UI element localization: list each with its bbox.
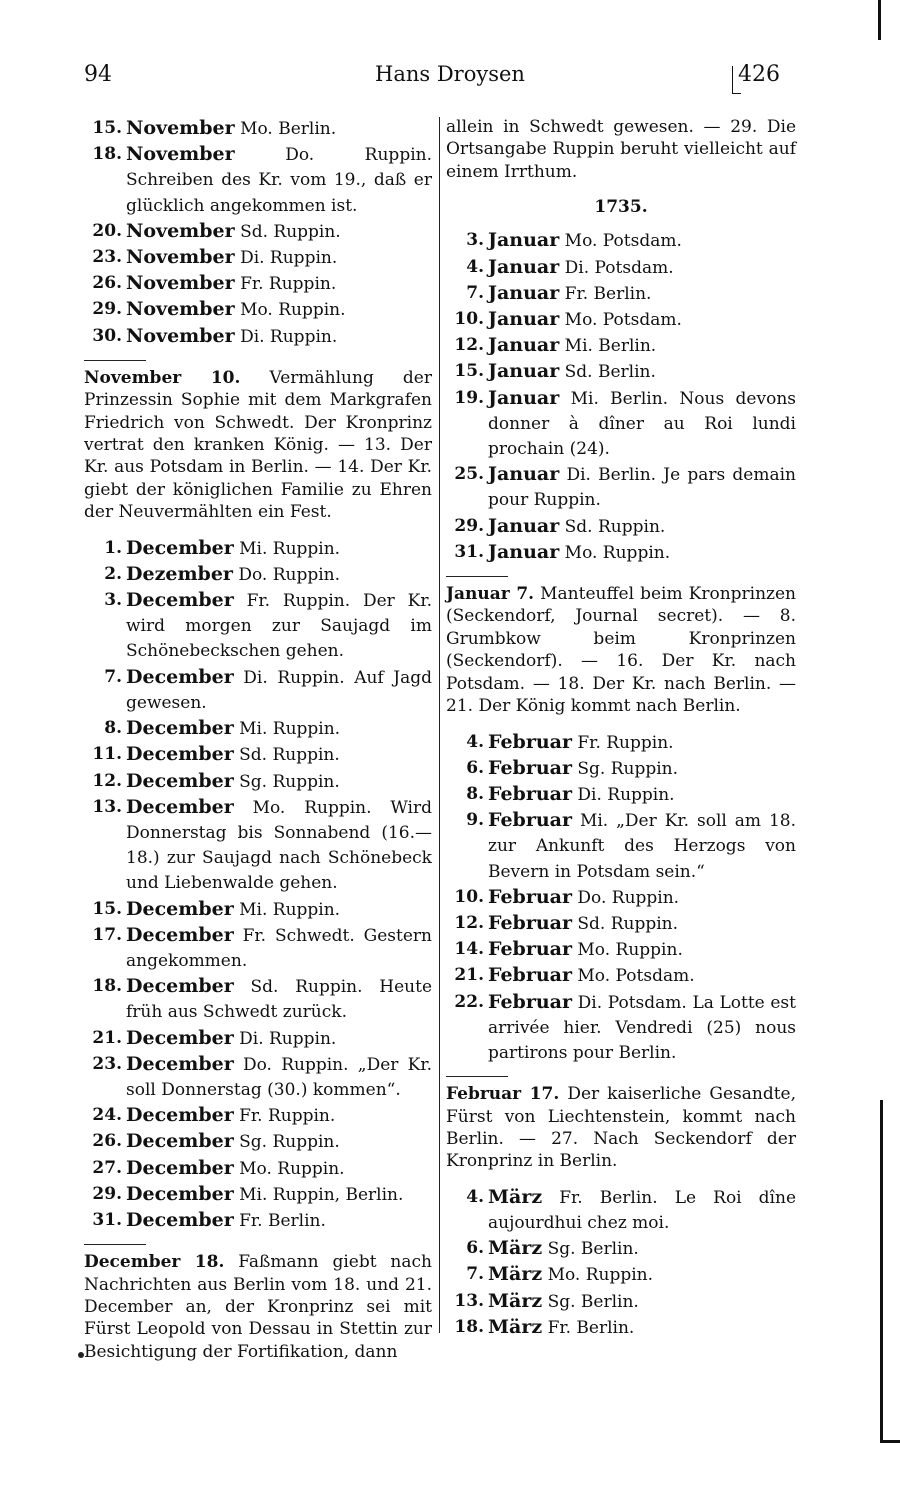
entry-day: 19. bbox=[454, 387, 484, 408]
list-item bbox=[446, 990, 796, 1067]
entry-month: December bbox=[126, 1130, 234, 1153]
entry-month: December bbox=[126, 717, 234, 740]
list-item bbox=[84, 562, 432, 588]
entry-month: März bbox=[488, 1315, 543, 1338]
entry-text: Do. Ruppin. bbox=[577, 887, 680, 908]
entry-month: Januar bbox=[488, 281, 560, 304]
entry-text: Fr. Ruppin. bbox=[240, 274, 337, 295]
list-item bbox=[446, 937, 796, 963]
entry-day: 15. bbox=[92, 118, 122, 138]
list-item bbox=[446, 228, 796, 254]
entry-text: Fr. Ruppin. Der Kr. wird morgen zur Saujagd im Schönebeckschen gehen. bbox=[126, 591, 433, 662]
scan-edge-mark bbox=[878, 0, 881, 40]
footnote-januar bbox=[446, 583, 796, 717]
entry-day: 13. bbox=[454, 1290, 484, 1311]
entry-day: 30. bbox=[92, 325, 122, 346]
entry-month: December bbox=[126, 536, 234, 559]
list-item bbox=[84, 1026, 432, 1052]
page-header bbox=[0, 62, 900, 96]
entry-day: 23. bbox=[92, 1053, 122, 1074]
entry-month: December bbox=[126, 1026, 234, 1049]
column-divider bbox=[439, 117, 440, 1333]
entry-month: November bbox=[126, 272, 235, 295]
list-item bbox=[84, 1182, 432, 1208]
footnote-februar bbox=[446, 1083, 796, 1173]
entries-december bbox=[84, 536, 432, 1234]
entry-month: November bbox=[126, 219, 235, 242]
list-item bbox=[446, 1262, 796, 1288]
entry-month: November bbox=[126, 324, 235, 347]
entry-month: Januar bbox=[488, 360, 560, 383]
entry-text: Fr. Berlin. bbox=[564, 283, 652, 304]
entry-month: März bbox=[488, 1237, 543, 1260]
entries-november bbox=[84, 116, 432, 350]
list-item bbox=[84, 588, 432, 665]
entry-month: Januar bbox=[488, 540, 560, 563]
list-item bbox=[84, 897, 432, 923]
entry-month: November bbox=[126, 246, 235, 269]
list-item bbox=[84, 1103, 432, 1129]
note-lead: December 18. bbox=[84, 1252, 225, 1273]
entry-text: Di. Ruppin. Auf Jagd gewesen. bbox=[126, 667, 433, 713]
entry-month: December bbox=[126, 743, 234, 766]
page-number: 94 bbox=[84, 62, 112, 87]
entry-text: Sg. Berlin. bbox=[547, 1239, 639, 1260]
list-item bbox=[84, 297, 432, 323]
entries-februar bbox=[446, 730, 796, 1067]
entry-month: December bbox=[126, 975, 234, 998]
list-item bbox=[84, 271, 432, 297]
entry-text: Sg. Ruppin. bbox=[239, 771, 340, 792]
entry-text: Mo. Potsdam. bbox=[564, 310, 682, 331]
entry-text: Sd. Berlin. bbox=[564, 362, 656, 383]
entry-text: Mo. Potsdam. bbox=[577, 966, 695, 987]
entry-day: 12. bbox=[454, 335, 484, 356]
entry-day: 18. bbox=[92, 976, 122, 997]
entry-month: Februar bbox=[488, 730, 572, 753]
entry-month: December bbox=[126, 923, 234, 946]
reference-number: 426 bbox=[738, 62, 780, 87]
list-item bbox=[446, 359, 796, 385]
entry-month: Januar bbox=[488, 463, 560, 486]
entry-text: Mi. „Der Kr. soll am 18. zur Ankunft des Herzogs von Bevern in Potsdam sein.“ bbox=[488, 811, 796, 882]
entry-day: 2. bbox=[104, 563, 122, 584]
entry-day: 7. bbox=[466, 282, 484, 303]
entry-month: December bbox=[126, 1182, 234, 1205]
list-item bbox=[446, 1185, 796, 1236]
right-column bbox=[446, 116, 796, 1341]
entry-day: 15. bbox=[454, 361, 484, 382]
section-rule bbox=[446, 1076, 508, 1077]
list-item bbox=[84, 665, 432, 716]
entry-text: Sd. Ruppin. bbox=[240, 221, 341, 242]
entry-day: 20. bbox=[92, 220, 122, 241]
entry-month: December bbox=[126, 1208, 234, 1231]
entry-text: Fr. Berlin. Le Roi dîne aujourdhui chez moi. bbox=[488, 1187, 797, 1233]
footnote-november bbox=[84, 367, 432, 524]
entry-day: 14. bbox=[454, 939, 484, 960]
entries-maerz bbox=[446, 1185, 796, 1341]
entry-day: 3. bbox=[104, 590, 122, 611]
entry-month: December bbox=[126, 1052, 234, 1075]
entries-januar bbox=[446, 228, 796, 566]
entry-month: Februar bbox=[488, 990, 572, 1013]
entry-month: Februar bbox=[488, 938, 572, 961]
section-rule bbox=[84, 360, 146, 361]
stray-ink-dot bbox=[78, 1352, 84, 1358]
note-text: Manteuffel beim Kronprinzen (Seckendorf, Journal secret). — 8. Grumbkow beim Kronprinzen (Seckendorf). — 16. Der Kr. nach Potsdam. — 18. Der Kr. nach Berlin. — 21. Der König kommt nach Berlin. bbox=[446, 584, 796, 717]
entry-day: 26. bbox=[92, 1131, 122, 1152]
list-item bbox=[84, 974, 432, 1025]
entry-day: 7. bbox=[104, 666, 122, 687]
entry-month: Februar bbox=[488, 782, 572, 805]
entry-text: Sd. Ruppin. bbox=[577, 913, 679, 934]
entry-text: Do. Ruppin. „Der Kr. soll Donnerstag (30.) kommen“. bbox=[126, 1054, 432, 1100]
note-lead: Januar 7. bbox=[446, 584, 535, 605]
entry-day: 18. bbox=[454, 1316, 484, 1337]
entry-day: 8. bbox=[466, 783, 484, 804]
entry-day: 24. bbox=[92, 1105, 122, 1126]
entry-month: November bbox=[126, 143, 235, 166]
entry-text: Sd. Ruppin. bbox=[239, 745, 340, 766]
list-item bbox=[84, 1156, 432, 1182]
list-item bbox=[84, 324, 432, 350]
list-item bbox=[446, 756, 796, 782]
entry-day: 17. bbox=[92, 924, 122, 945]
list-item bbox=[446, 1236, 796, 1262]
scan-edge-mark bbox=[880, 1440, 900, 1443]
entry-text: Di. Ruppin. bbox=[240, 326, 338, 347]
note-text: Vermählung der Prinzessin Sophie mit dem Markgrafen Friedrich von Schwedt. Der Kronprinz vertrat den kranken König. — 13. Der Kr. aus Potsdam in Berlin. — 14. Der Kr. giebt der königlichen Familie zu Ehren der Neuvermählten ein Fest. bbox=[84, 367, 432, 523]
entry-day: 9. bbox=[466, 810, 484, 831]
entry-text: Mo. Ruppin. bbox=[564, 542, 671, 563]
entry-text: Fr. Ruppin. bbox=[239, 1106, 336, 1127]
entry-text: Di. Potsdam. bbox=[564, 257, 674, 278]
note-text: Faßmann giebt nach Nachrichten aus Berlin vom 18. und 21. December an, der Kronprinz sei mit Fürst Leopold von Dessau in Stettin zur Besichtigung der Fortifikation, dann bbox=[84, 1252, 432, 1362]
entry-text: Do. Ruppin. Schreiben des Kr. vom 19., daß er glücklich angekommen ist. bbox=[126, 145, 432, 216]
entry-day: 31. bbox=[92, 1209, 122, 1230]
list-item bbox=[84, 1129, 432, 1155]
list-item bbox=[446, 307, 796, 333]
entry-text: Do. Ruppin. bbox=[238, 564, 341, 585]
entry-text: Sd. Ruppin. Heute früh aus Schwedt zurück. bbox=[126, 977, 432, 1023]
list-item bbox=[446, 885, 796, 911]
left-column bbox=[84, 116, 432, 1375]
entry-day: 15. bbox=[92, 898, 122, 919]
entry-day: 12. bbox=[454, 912, 484, 933]
note-lead: Februar 17. bbox=[446, 1084, 560, 1105]
entry-day: 11. bbox=[92, 744, 122, 765]
entry-text: Fr. Ruppin. bbox=[577, 732, 674, 753]
entry-month: Februar bbox=[488, 809, 572, 832]
list-item bbox=[446, 963, 796, 989]
note-lead: November 10. bbox=[84, 367, 241, 388]
entry-text: Mi. Ruppin. bbox=[239, 719, 341, 740]
entry-month: Februar bbox=[488, 885, 572, 908]
entry-day: 26. bbox=[92, 273, 122, 294]
entry-text: Fr. Schwedt. Gestern angekommen. bbox=[126, 925, 433, 971]
entry-day: 27. bbox=[92, 1157, 122, 1178]
year-heading: 1735. bbox=[594, 197, 648, 218]
entry-day: 10. bbox=[454, 886, 484, 907]
list-item bbox=[446, 386, 796, 463]
list-item bbox=[446, 911, 796, 937]
entry-day: 21. bbox=[454, 965, 484, 986]
entry-day: 6. bbox=[466, 757, 484, 778]
ref-bracket bbox=[732, 66, 733, 94]
entry-month: December bbox=[126, 665, 234, 688]
entry-day: 12. bbox=[92, 770, 122, 791]
entry-month: November bbox=[126, 117, 235, 139]
entry-month: März bbox=[488, 1185, 543, 1208]
entry-day: 21. bbox=[92, 1027, 122, 1048]
list-item bbox=[446, 1315, 796, 1341]
footnote-continuation: allein in Schwedt gewesen. — 29. Die Ortsangabe Ruppin beruht vielleicht auf einem Irrthum. bbox=[446, 117, 796, 182]
entry-day: 22. bbox=[454, 991, 484, 1012]
list-item bbox=[84, 219, 432, 245]
entry-day: 31. bbox=[454, 541, 484, 562]
scan-edge-mark bbox=[880, 1100, 883, 1440]
entry-month: December bbox=[126, 589, 234, 612]
entry-month: Januar bbox=[488, 386, 560, 409]
entry-month: Februar bbox=[488, 911, 572, 934]
entry-text: Mi. Ruppin, Berlin. bbox=[239, 1184, 404, 1205]
entry-day: 1. bbox=[104, 537, 122, 558]
entry-day: 23. bbox=[92, 247, 122, 268]
entry-month: December bbox=[126, 1156, 234, 1179]
list-item bbox=[446, 730, 796, 756]
footnote-december bbox=[84, 1251, 432, 1363]
list-item bbox=[446, 808, 796, 885]
entry-month: Dezember bbox=[126, 562, 233, 585]
entry-month: Januar bbox=[488, 334, 560, 357]
entry-text: Sg. Berlin. bbox=[547, 1291, 639, 1312]
entry-text: Mo. Ruppin. Wird Donnerstag bis Sonnabend (16.—18.) zur Saujagd nach Schönebeck und Liebenwalde gehen. bbox=[126, 797, 432, 894]
entry-text: Mo. Ruppin. bbox=[239, 1158, 345, 1179]
entry-text: Sd. Ruppin. bbox=[564, 516, 666, 537]
entry-month: März bbox=[488, 1263, 543, 1286]
list-item bbox=[84, 116, 432, 142]
list-item bbox=[84, 536, 432, 562]
entry-day: 7. bbox=[466, 1264, 484, 1285]
entry-text: Mo. Ruppin. bbox=[240, 300, 346, 321]
entry-month: Januar bbox=[488, 514, 560, 537]
list-item bbox=[446, 255, 796, 281]
entry-text: Mi. Ruppin. bbox=[239, 899, 341, 920]
entry-month: Februar bbox=[488, 756, 572, 779]
entry-text: Mi. Ruppin. bbox=[239, 538, 341, 559]
entry-day: 4. bbox=[466, 256, 484, 277]
entry-month: Januar bbox=[488, 255, 560, 278]
entry-text: Fr. Berlin. bbox=[547, 1317, 635, 1338]
entry-day: 6. bbox=[466, 1238, 484, 1259]
list-item bbox=[446, 462, 796, 513]
list-item bbox=[84, 795, 432, 897]
entry-month: December bbox=[126, 897, 234, 920]
note-text: Der kaiserliche Gesandte, Fürst von Liechtenstein, kommt nach Berlin. — 27. Nach Seckendorf der Kronprinz in Berlin. bbox=[446, 1084, 797, 1172]
entry-day: 10. bbox=[454, 309, 484, 330]
list-item bbox=[84, 142, 432, 219]
entry-text: Mo. Ruppin. bbox=[577, 940, 683, 961]
entry-day: 4. bbox=[466, 731, 484, 752]
entry-text: Sg. Ruppin. bbox=[239, 1132, 340, 1153]
entry-month: Februar bbox=[488, 964, 572, 987]
list-item bbox=[84, 1052, 432, 1103]
entry-text: Mo. Ruppin. bbox=[547, 1265, 654, 1286]
list-item bbox=[446, 333, 796, 359]
entry-day: 29. bbox=[92, 299, 122, 320]
list-item bbox=[446, 1289, 796, 1315]
entry-text: Mo. Berlin. bbox=[240, 119, 337, 139]
entry-text: Mi. Berlin. Nous devons donner à dîner au Roi lundi prochain (24). bbox=[488, 388, 796, 460]
entry-text: Mi. Berlin. bbox=[564, 336, 657, 357]
entry-text: Di. Berlin. Je pars demain pour Ruppin. bbox=[488, 465, 797, 511]
entry-day: 25. bbox=[454, 464, 484, 485]
entry-text: Mo. Potsdam. bbox=[564, 231, 682, 252]
entry-day: 29. bbox=[454, 515, 484, 536]
list-item bbox=[84, 716, 432, 742]
ref-bracket-foot bbox=[732, 93, 741, 94]
list-item bbox=[446, 514, 796, 540]
entry-text: Di. Ruppin. bbox=[240, 248, 338, 269]
entry-text: Sg. Ruppin. bbox=[577, 758, 679, 779]
list-item bbox=[446, 782, 796, 808]
entry-month: November bbox=[126, 298, 235, 321]
entry-text: Di. Potsdam. La Lotte est arrivée hier. Vendredi (25) nous partirons pour Berlin. bbox=[488, 992, 796, 1063]
list-item bbox=[84, 1208, 432, 1234]
list-item bbox=[84, 742, 432, 768]
list-item bbox=[446, 540, 796, 566]
entry-month: März bbox=[488, 1289, 543, 1312]
section-rule bbox=[446, 576, 508, 577]
entry-month: December bbox=[126, 795, 234, 818]
entry-day: 8. bbox=[104, 718, 122, 739]
entry-day: 13. bbox=[92, 796, 122, 817]
list-item bbox=[446, 281, 796, 307]
entry-month: December bbox=[126, 769, 234, 792]
entry-day: 29. bbox=[92, 1183, 122, 1204]
list-item bbox=[84, 245, 432, 271]
section-rule bbox=[84, 1244, 146, 1245]
list-item bbox=[84, 769, 432, 795]
entry-text: Di. Ruppin. bbox=[239, 1028, 337, 1049]
entry-day: 3. bbox=[466, 230, 484, 251]
entry-text: Fr. Berlin. bbox=[239, 1210, 326, 1231]
entry-day: 4. bbox=[466, 1186, 484, 1207]
list-item bbox=[84, 923, 432, 974]
running-head: Hans Droysen bbox=[375, 62, 525, 86]
entry-month: Januar bbox=[488, 229, 560, 252]
entry-day: 18. bbox=[92, 144, 122, 165]
entry-text: Di. Ruppin. bbox=[577, 784, 675, 805]
entry-month: December bbox=[126, 1104, 234, 1127]
entry-month: Januar bbox=[488, 308, 560, 331]
